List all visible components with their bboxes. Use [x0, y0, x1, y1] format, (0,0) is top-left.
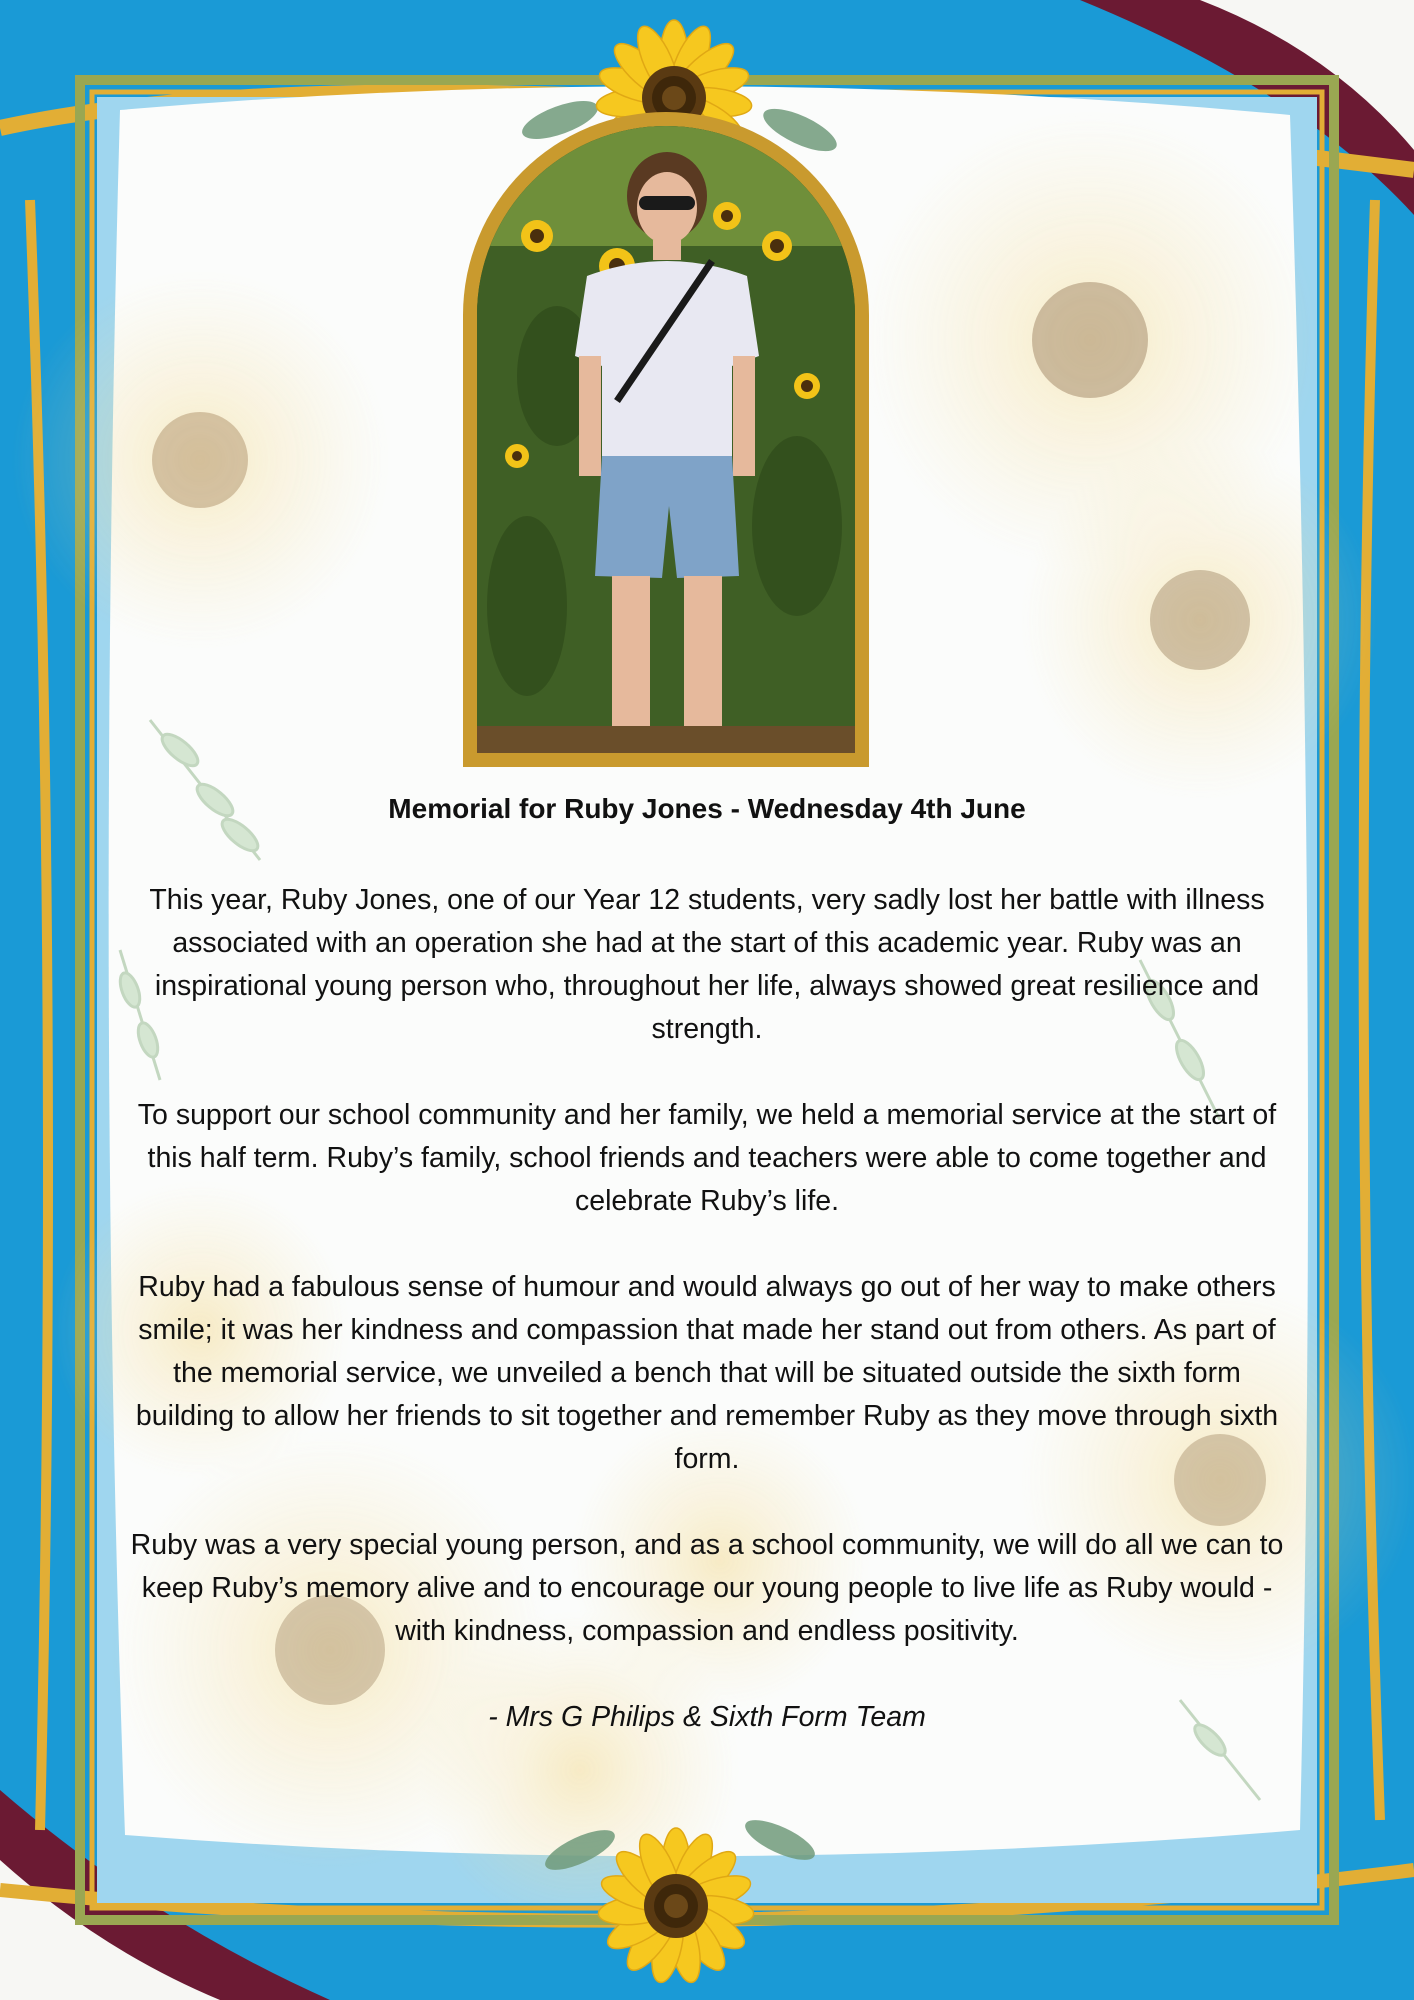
page-title: Memorial for Ruby Jones - Wednesday 4th June — [388, 793, 1026, 824]
signature: - Mrs G Philips & Sixth Form Team — [488, 1701, 926, 1733]
memorial-text — [130, 785, 1284, 1739]
paragraph-1: This year, Ruby Jones, one of our Year 12 students, very sadly lost her battle with illness associated with an operation she had at the start of this academic year. Ruby was an inspirational young person who, throughout her life, always showed great resilience and strength. — [149, 884, 1265, 1045]
paragraph-3: Ruby had a fabulous sense of humour and would always go out of her way to make others smile; it was her kindness and compassion that made her stand out from others. As part of the memorial service, we unveiled a bench that will be situated outside the sixth form building to allow her friends to sit together and remember Ruby as they move through sixth form. — [135, 1271, 1279, 1475]
portrait-photo — [477, 126, 855, 753]
portrait-frame — [463, 112, 869, 767]
sunflower-bottom-icon — [596, 1826, 756, 1986]
paragraph-4: Ruby was a very special young person, and as a school community, we will do all we can to keep Ruby’s memory alive and to encourage our young people to live life as Ruby would - with kindness, compassion and endless positivity. — [130, 1529, 1284, 1647]
paragraph-2: To support our school community and her family, we held a memorial service at the start of this half term. Ruby’s family, school friends and teachers were able to come together and celebrate Ruby’s life. — [137, 1099, 1277, 1217]
